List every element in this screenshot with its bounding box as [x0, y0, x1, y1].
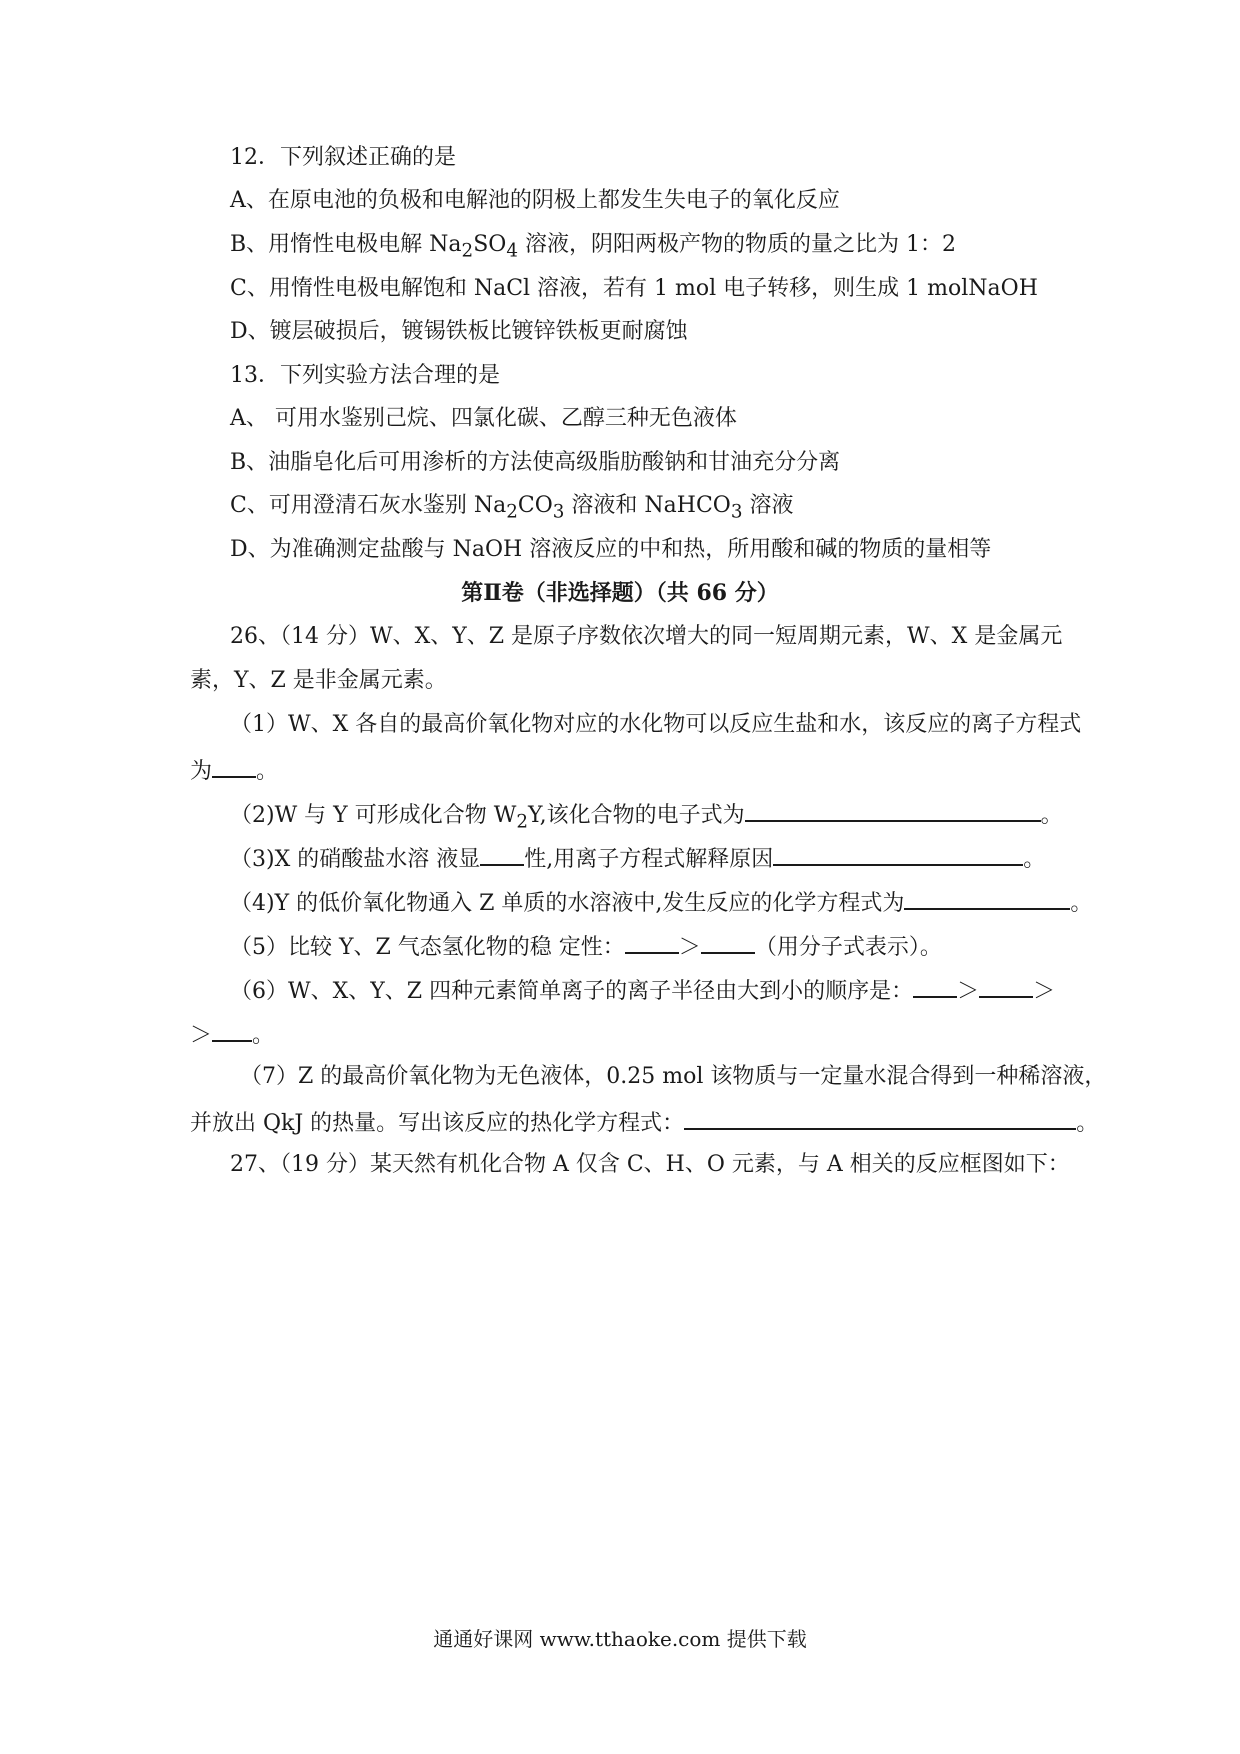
text-fragment: （6）W、X、Y、Z 四种元素简单离子的离子半径由大到小的顺序是： — [230, 979, 914, 1004]
q12-option-a: A、在原电池的负极和电解池的阴极上都发生失电子的氧化反应 — [230, 188, 840, 213]
text-fragment: （用分子式表示）。 — [754, 935, 942, 960]
q12-stem: 12．下列叙述正确的是 — [230, 145, 456, 170]
q27-stem: 27、（19 分）某天然有机化合物 A 仅含 C、H、O 元素，与 A 相关的反应框图如下： — [230, 1152, 1070, 1177]
q26-part2 — [230, 798, 1063, 837]
text-fragment: CO — [517, 493, 553, 518]
text-fragment: 。 — [1070, 891, 1093, 916]
q13-option-b: B、油脂皂化后可用渗析的方法使高级脂肪酸钠和甘油充分分离 — [230, 450, 841, 475]
text-fragment: 性,用离子方程式解释原因 — [524, 847, 774, 872]
subscript: 4 — [506, 240, 518, 262]
q13-option-a: A、 可用水鉴别己烷、四氯化碳、乙醇三种无色液体 — [230, 406, 737, 431]
text-fragment: 。 — [252, 1023, 275, 1048]
q26-part7-line1: （7）Z 的最高价氧化物为无色液体，0.25 mol 该物质与一定量水混合得到一种稀溶液， — [240, 1064, 1107, 1089]
q26-part4 — [230, 886, 1092, 919]
text-fragment: ＞ — [1033, 979, 1056, 1004]
q26-part1-line2 — [190, 754, 278, 787]
text-fragment: 溶液，阴阳两极产物的物质的量之比为 1：2 — [517, 232, 956, 257]
subscript: 2 — [506, 501, 518, 523]
answer-blank[interactable] — [773, 842, 1023, 866]
text-fragment: B、用惰性电极电解 Na — [230, 232, 462, 257]
q26-part1-line1: （1）W、X 各自的最高价氧化物对应的水化物可以反应生盐和水，该反应的离子方程式 — [230, 712, 1082, 737]
text-fragment: 溶液和 NaHCO — [564, 493, 731, 518]
q26-stem-line2: 素，Y、Z 是非金属元素。 — [190, 668, 447, 693]
q12-option-d: D、镀层破损后，镀锡铁板比镀锌铁板更耐腐蚀 — [230, 319, 688, 344]
text-fragment: 溶液 — [742, 493, 794, 518]
q13-option-c — [230, 491, 794, 527]
answer-blank[interactable] — [979, 974, 1033, 998]
subscript: 2 — [461, 240, 474, 262]
text-fragment: （2)W 与 Y 可形成化合物 W — [230, 803, 517, 828]
q13-option-d: D、为准确测定盐酸与 NaOH 溶液反应的中和热，所用酸和碱的物质的量相等 — [230, 537, 992, 562]
text-fragment: ＞ — [678, 935, 701, 960]
answer-blank[interactable] — [913, 974, 957, 998]
text-fragment: Y,该化合物的电子式为 — [527, 803, 745, 828]
q26-stem-line1: 26、（14 分）W、X、Y、Z 是原子序数依次增大的同一短周期元素，W、X 是金属元 — [230, 624, 1063, 649]
answer-blank[interactable] — [684, 1106, 1076, 1130]
text-fragment: SO — [473, 232, 507, 257]
answer-blank[interactable] — [745, 798, 1041, 822]
q26-part7-line2 — [190, 1106, 1098, 1139]
text-fragment: （4)Y 的低价氧化物通入 Z 单质的水溶液中,发生反应的化学方程式为 — [230, 891, 905, 916]
section-title: 第Ⅱ卷（非选择题）（共 66 分） — [461, 580, 779, 606]
text-fragment: ＞ — [190, 1023, 213, 1048]
subscript: 3 — [552, 501, 565, 523]
answer-blank[interactable] — [480, 842, 524, 866]
text-fragment: ＞ — [957, 979, 980, 1004]
answer-blank[interactable] — [701, 930, 755, 954]
text-fragment: 。 — [256, 759, 279, 784]
q26-part5 — [230, 930, 942, 963]
text-fragment: （3)X 的硝酸盐水溶 液显 — [230, 847, 481, 872]
page-footer: 通通好课网 www.tthaoke.com 提供下载 — [433, 1627, 807, 1651]
answer-blank[interactable] — [212, 1018, 252, 1042]
q26-part3 — [230, 842, 1045, 875]
text-fragment: 。 — [1040, 803, 1063, 828]
text-fragment: 为 — [190, 759, 213, 784]
q12-option-c: C、用惰性电极电解饱和 NaCl 溶液，若有 1 mol 电子转移，则生成 1 molNaOH — [230, 276, 1038, 301]
subscript: 2 — [516, 811, 528, 833]
text-fragment: （5）比较 Y、Z 气态氢化物的稳 定性： — [230, 935, 625, 960]
q13-stem: 13．下列实验方法合理的是 — [230, 363, 500, 388]
answer-blank[interactable] — [904, 886, 1070, 910]
text-fragment: 并放出 QkJ 的热量。写出该反应的热化学方程式： — [190, 1111, 685, 1136]
q12-option-b — [230, 230, 956, 266]
text-fragment: 。 — [1076, 1111, 1099, 1136]
text-fragment: 。 — [1023, 847, 1046, 872]
subscript: 3 — [730, 501, 743, 523]
q26-part6-line1 — [230, 974, 1055, 1007]
q26-part6-line2 — [190, 1018, 274, 1051]
answer-blank[interactable] — [212, 754, 256, 778]
answer-blank[interactable] — [625, 930, 679, 954]
text-fragment: C、可用澄清石灰水鉴别 Na — [230, 493, 507, 518]
